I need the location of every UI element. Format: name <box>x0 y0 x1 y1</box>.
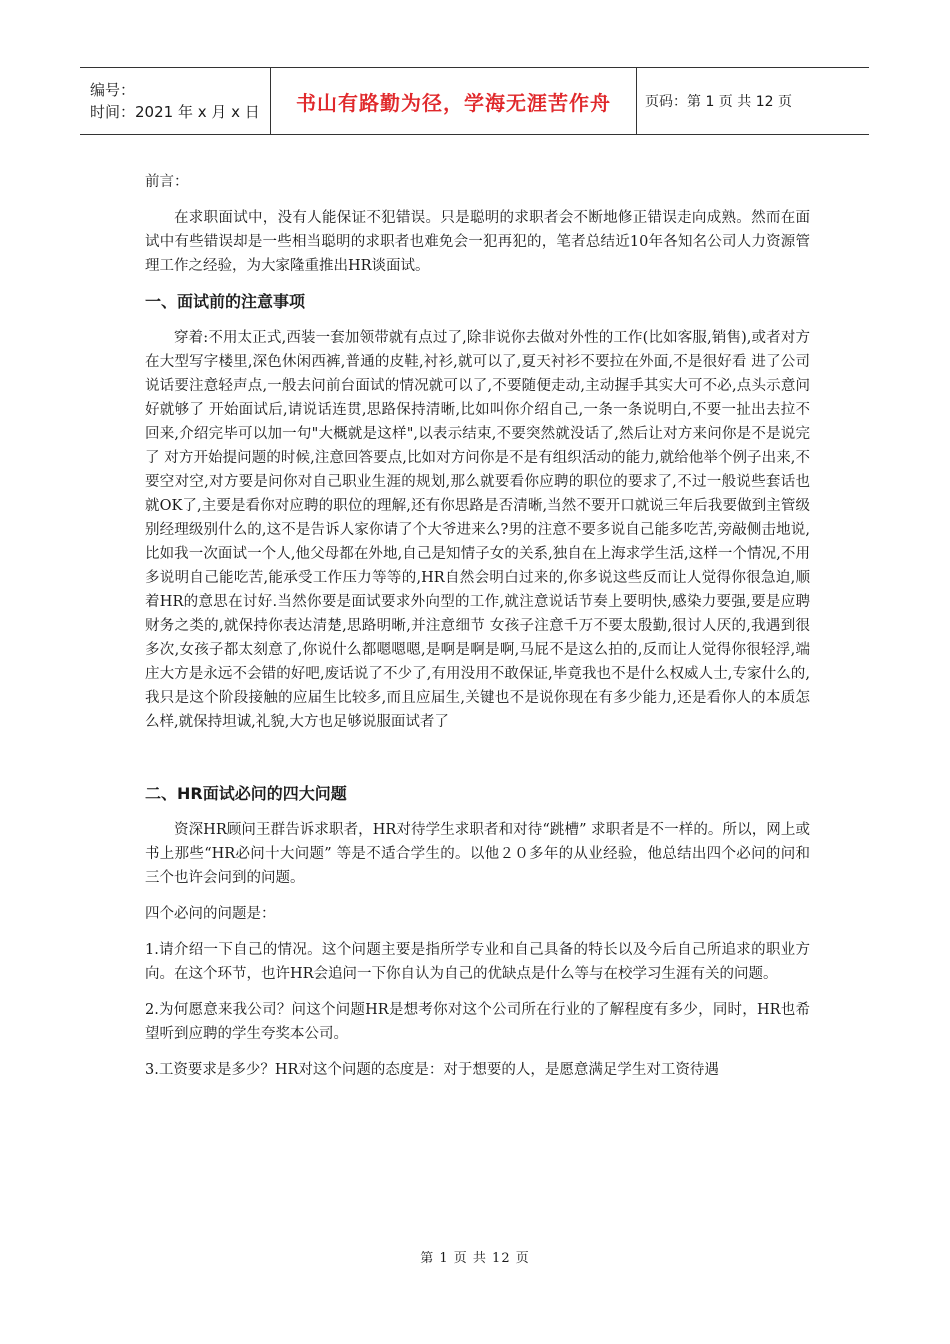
four-questions-label: 四个必问的问题是： <box>145 906 276 922</box>
section-2-title: 二、HR面试必问的四大问题 <box>145 784 347 803</box>
document-body <box>145 170 810 1082</box>
document-time: 时间：2021 年 x 月 x 日 <box>90 103 260 121</box>
motto: 书山有路勤为径，学海无涯苦作舟 <box>296 90 611 115</box>
section-2-intro: 资深HR顾问王群告诉求职者，HR对待学生求职者和对待“跳槽” 求职者是不一样的。所以，网上或书上那些“HR必问十大问题” 等是不适合学生的。以他２０多年的从业经验，他总结出四个必问的问和三个也许会问到的问题。 <box>145 822 810 886</box>
question-3: 3.工资要求是多少？HR对这个问题的态度是：对于想要的人，是愿意满足学生对工资待遇 <box>145 1062 719 1078</box>
question-2: 2.为何愿意来我公司？问这个问题HR是想考你对这个公司所在行业的了解程度有多少，同时，HR也希望听到应聘的学生夸奖本公司。 <box>145 1002 810 1042</box>
header-meta <box>80 68 270 134</box>
page-header <box>80 67 869 135</box>
header-page-cell <box>637 68 869 134</box>
preface-paragraph: 在求职面试中，没有人能保证不犯错误。只是聪明的求职者会不断地修正错误走向成熟。然而在面试中有些错误却是一些相当聪明的求职者也难免会一犯再犯的，笔者总结近10年各知名公司人力资源管理工作之经验，为大家隆重推出HR谈面试。 <box>145 210 810 274</box>
section-1-title: 一、面试前的注意事项 <box>145 292 306 311</box>
page-number: 页码：第 1 页 共 12 页 <box>645 94 792 110</box>
serial-number: 编号： <box>90 81 136 99</box>
question-1: 1.请介绍一下自己的情况。这个问题主要是指所学专业和自己具备的特长以及今后自己所追求的职业方向。在这个环节，也许HR会追问一下你自认为自己的优缺点是什么等与在校学习生涯有关的问题。 <box>145 942 810 982</box>
section-1-paragraph: 穿着:不用太正式,西装一套加领带就有点过了,除非说你去做对外性的工作(比如客服,销售),或者对方在大型写字楼里,深色休闲西裤,普通的皮鞋,衬衫,就可以了,夏天衬衫不要拉在外面,不是很好看 进了公司说话要注意轻声点,一般去问前台面试的情况就可以了,不要随便走动,主动握手其实大可不必,点头示意问好就够了 开始面试后,请说话连贯,思路保持清晰,比如叫你介绍自己,一条一条说明白,不要一扯出去拉不回来,介绍完毕可以加一句"大概就是这样",以表示结束,不要突然就没话了,然后让对方来问你是不是说完了 对方开始提问题的时候,注意回答要点,比如对方问你是不是有组织活动的能力,就给他举个例子出来,不要空对空,对方要是问你对自己职业生涯的规划,那么就要看你应聘的职位的要求了,不过一般说些套话也就OK了,主要是看你对应聘的职位的理解,还有你思路是否清晰,当然不要开口就说三年后我要做到主管级别经理级别什么的,这不是告诉人家你请了个大爷进来么?男的注意不要多说自己能多吃苦,旁敲侧击地说,比如我一次面试一个人,他父母都在外地,自己是知情子女的关系,独自在上海求学生活,这样一个情况,不用多说明自己能吃苦,能承受工作压力等等的,HR自然会明白过来的,你多说这些反而让人觉得你很急迫,顺着HR的意思在讨好.当然你要是面试要求外向型的工作,就注意说话节奏上要明快,感染力要强,要是应聘财务之类的,就保持你表达清楚,思路明晰,并注意细节 女孩子注意千万不要太殷勤,很讨人厌的,我遇到很多次,女孩子都太刻意了,你说什么都嗯嗯嗯,是啊是啊是啊,马屁不是这么拍的,反而让人觉得你很轻浮,端庄大方是永远不会错的好吧,废话说了不少了,有用没用不敢保证,毕竟我也不是什么权威人士,专家什么的,我只是这个阶段接触的应届生比较多,而且应届生,关键也不是说你现在有多少能力,还是看你人的本质怎么样,就保持坦诚,礼貌,大方也足够说服面试者了 <box>145 330 810 730</box>
page-footer: 第 1 页 共 12 页 <box>420 1251 530 1266</box>
preface-label: 前言： <box>145 174 189 190</box>
header-motto-cell <box>270 68 637 134</box>
